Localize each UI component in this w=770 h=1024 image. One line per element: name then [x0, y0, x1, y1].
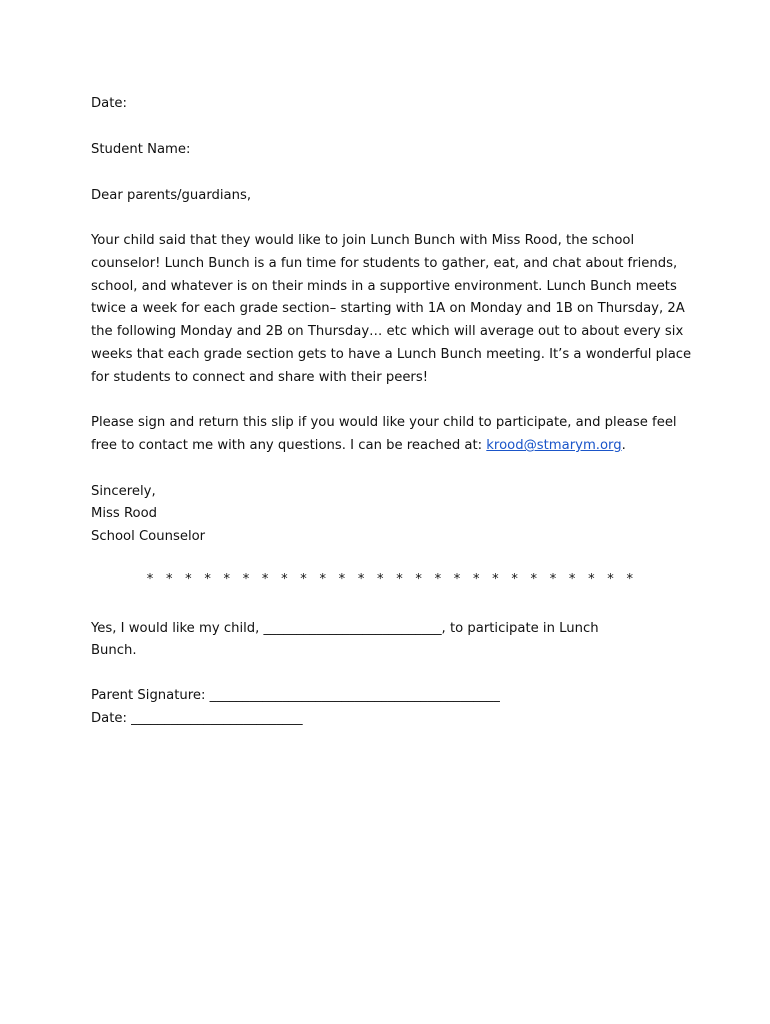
divider-star: * [549, 572, 557, 587]
closing: Sincerely, [91, 484, 156, 499]
divider-star: * [472, 572, 480, 587]
signer-name: Miss Rood [91, 506, 158, 521]
paragraph-line: weeks that each grade section gets to have a Lunch Bunch meeting. It’s a wonderful place [91, 347, 692, 362]
greeting: Dear parents/guardians, [91, 188, 252, 203]
divider-star: * [146, 572, 154, 587]
star-divider [145, 571, 635, 589]
divider-star: * [434, 572, 442, 587]
divider-star: * [588, 572, 595, 587]
divider-star: * [511, 572, 518, 587]
paragraph-line: counselor! Lunch Bunch is a fun time for students to gather, eat, and chat about friends, [91, 256, 678, 271]
divider-star: * [568, 572, 576, 587]
paragraph-line-with-email [91, 437, 626, 455]
divider-star: * [165, 572, 173, 587]
paragraph-line: twice a week for each grade section– starting with 1A on Monday and 1B on Thursday, 2A [91, 301, 685, 316]
paragraph-line: for students to connect and share with their peers! [91, 370, 429, 385]
divider-star: * [338, 572, 346, 587]
date-signature-line: Date: __________________________ [91, 711, 303, 726]
paragraph-line: Your child said that they would like to join Lunch Bunch with Miss Rood, the school [91, 233, 635, 248]
divider-star: * [261, 572, 269, 587]
divider-star: * [492, 572, 499, 587]
paragraph-line: the following Monday and 2B on Thursday… etc which will average out to about every six [91, 324, 684, 339]
divider-star: * [319, 572, 326, 587]
divider-star: * [242, 572, 250, 587]
email-link[interactable]: krood@stmarym.org [486, 438, 622, 453]
consent-line: Yes, I would like my child, ___________________________, to participate in Lunch [91, 621, 599, 636]
paragraph-line: school, and whatever is on their minds in a supportive environment. Lunch Bunch meets [91, 279, 677, 294]
signer-title: School Counselor [91, 529, 206, 544]
divider-star: * [377, 572, 384, 587]
consent-line-continued: Bunch. [91, 643, 137, 658]
divider-star: * [281, 572, 288, 587]
divider-star: * [396, 572, 403, 587]
divider-star: * [185, 572, 192, 587]
divider-star: * [530, 572, 537, 587]
divider-star: * [300, 572, 307, 587]
divider-star: * [204, 572, 211, 587]
date-label: Date: [91, 96, 127, 111]
parent-signature-line: Parent Signature: ____________________________________________ [91, 688, 500, 703]
divider-star: * [626, 572, 633, 587]
divider-star: * [357, 572, 365, 587]
student-name-label: Student Name: [91, 142, 191, 157]
divider-star: * [223, 572, 230, 587]
paragraph-text: free to contact me with any questions. I can be reached at: [91, 438, 487, 453]
divider-star: * [607, 572, 614, 587]
paragraph-line: Please sign and return this slip if you would like your child to participate, and please feel [91, 415, 677, 430]
paragraph-period: . [621, 438, 626, 453]
divider-star: * [453, 572, 461, 587]
divider-star: * [415, 572, 422, 587]
